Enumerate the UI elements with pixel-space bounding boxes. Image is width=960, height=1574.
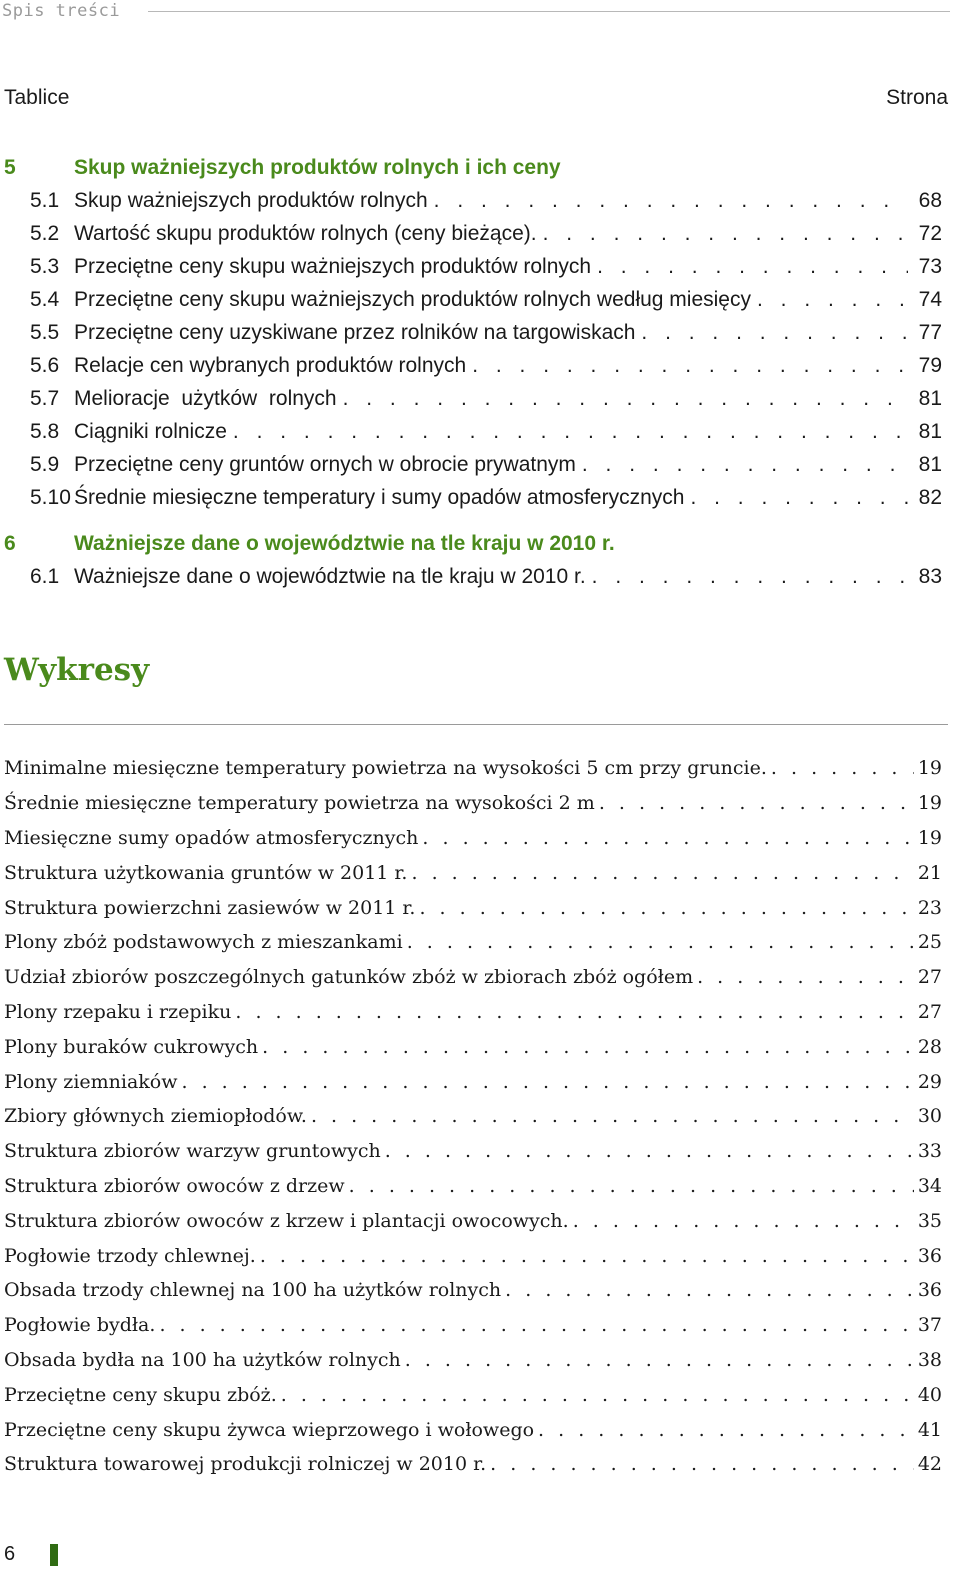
- folio-bar: [50, 1544, 58, 1566]
- item-title: Plony buraków cukrowych: [4, 1035, 259, 1058]
- toc-row[interactable]: [4, 283, 942, 316]
- item-number: 5.7: [30, 386, 60, 410]
- list-item[interactable]: [4, 1377, 942, 1412]
- item-title: Minimalne miesięczne temperatury powietrza na wysokości 5 cm przy gruncie.: [4, 757, 767, 780]
- section-heading: [4, 527, 942, 560]
- item-title: Skup ważniejszych produktów rolnych: [74, 188, 428, 212]
- page-number: 37: [917, 1314, 942, 1337]
- page-number: 74: [918, 287, 942, 311]
- dot-leader: [349, 1175, 914, 1197]
- running-head-label: Spis treści: [2, 1, 121, 21]
- item-number: 5.10: [30, 485, 71, 509]
- page-number: 19: [917, 757, 942, 780]
- list-item[interactable]: [4, 995, 942, 1030]
- page-number: 82: [918, 485, 942, 509]
- dot-leader: [697, 966, 914, 988]
- page-number: 36: [917, 1244, 942, 1267]
- running-head: [2, 0, 950, 22]
- list-item[interactable]: [4, 890, 942, 925]
- item-title: Wartość skupu produktów rolnych (ceny bieżące).: [74, 221, 537, 245]
- item-title: Przeciętne ceny gruntów ornych w obrocie prywatnym: [74, 452, 576, 476]
- list-item[interactable]: [4, 1273, 942, 1308]
- page-number: 19: [917, 792, 942, 815]
- page-number: 42: [917, 1453, 942, 1476]
- toc-row[interactable]: [4, 448, 942, 481]
- list-item[interactable]: [4, 960, 942, 995]
- toc-row[interactable]: [4, 415, 942, 448]
- page-number: 77: [918, 320, 942, 344]
- list-item[interactable]: [4, 1343, 942, 1378]
- toc-row[interactable]: [4, 349, 942, 382]
- dot-leader: [311, 1105, 914, 1127]
- item-number: 5.1: [30, 188, 60, 212]
- running-head-rule: [148, 11, 950, 12]
- charts-heading-rule: [4, 724, 948, 725]
- list-item[interactable]: [4, 1238, 942, 1273]
- item-number: 5.9: [30, 452, 60, 476]
- page-number: 79: [918, 353, 942, 377]
- dot-leader: [543, 222, 908, 246]
- item-title: Przeciętne ceny skupu żywca wieprzowego i wołowego: [4, 1418, 535, 1441]
- page-number: 36: [917, 1279, 942, 1302]
- item-title: Miesięczne sumy opadów atmosferycznych: [4, 826, 419, 849]
- section-number: 6: [4, 531, 16, 555]
- dot-leader: [385, 1140, 914, 1162]
- page-number: 68: [918, 188, 942, 212]
- list-item[interactable]: [4, 1203, 942, 1238]
- dot-leader: [641, 321, 908, 345]
- list-item[interactable]: [4, 925, 942, 960]
- page-number: 81: [918, 452, 942, 476]
- column-header-page: Strona: [886, 86, 948, 109]
- page-number: 38: [917, 1348, 942, 1371]
- page-number: 25: [917, 931, 942, 954]
- page-number: 83: [918, 564, 942, 588]
- item-title: Pogłowie trzody chlewnej.: [4, 1244, 256, 1267]
- list-item[interactable]: [4, 1447, 942, 1482]
- list-item[interactable]: [4, 1099, 942, 1134]
- item-title: Pogłowie bydła.: [4, 1314, 156, 1337]
- dot-leader: [260, 1245, 914, 1267]
- page-number: 21: [917, 861, 942, 884]
- page-number: 81: [918, 419, 942, 443]
- page-folio: 6: [4, 1543, 16, 1565]
- toc-row[interactable]: [4, 184, 942, 217]
- dot-leader: [422, 827, 914, 849]
- page-number: 29: [917, 1070, 942, 1093]
- item-title: Zbiory głównych ziemiopłodów.: [4, 1105, 307, 1128]
- dot-leader: [405, 1349, 914, 1371]
- list-item[interactable]: [4, 821, 942, 856]
- dot-leader: [573, 1210, 914, 1232]
- section-heading: [4, 151, 942, 184]
- item-title: Plony rzepaku i rzepiku: [4, 1000, 232, 1023]
- item-number: 5.3: [30, 254, 60, 278]
- page-number: 27: [917, 1000, 942, 1023]
- dot-leader: [411, 862, 914, 884]
- item-title: Struktura zbiorów warzyw gruntowych: [4, 1140, 381, 1163]
- item-title: Obsada bydła na 100 ha użytków rolnych: [4, 1348, 401, 1371]
- dot-leader: [771, 757, 914, 779]
- section-title: Ważniejsze dane o województwie na tle kraju w 2010 r.: [74, 531, 615, 555]
- page-number: 33: [917, 1140, 942, 1163]
- dot-leader: [597, 255, 908, 279]
- dot-leader: [592, 565, 908, 589]
- toc-row[interactable]: [4, 217, 942, 250]
- charts-heading: Wykresy: [4, 652, 150, 688]
- dot-leader: [582, 453, 908, 477]
- item-title: Melioracje użytków rolnych: [74, 386, 337, 410]
- dot-leader: [490, 1453, 914, 1475]
- dot-leader: [419, 897, 914, 919]
- page-number: 23: [917, 896, 942, 919]
- item-title: Średnie miesięczne temperatury i sumy opadów atmosferycznych: [74, 485, 685, 509]
- dot-leader: [599, 792, 914, 814]
- item-title: Obsada trzody chlewnej na 100 ha użytków rolnych: [4, 1279, 502, 1302]
- toc-section-5: [4, 151, 942, 514]
- page-number: 81: [918, 386, 942, 410]
- item-title: Ważniejsze dane o województwie na tle kraju w 2010 r.: [74, 564, 586, 588]
- list-item[interactable]: [4, 1169, 942, 1204]
- page-number: 34: [917, 1174, 942, 1197]
- item-number: 5.5: [30, 320, 60, 344]
- section-number: 5: [4, 155, 16, 179]
- dot-leader: [235, 1001, 914, 1023]
- dot-leader: [434, 189, 908, 213]
- dot-leader: [159, 1314, 914, 1336]
- section-title: Skup ważniejszych produktów rolnych i ich ceny: [74, 155, 561, 179]
- page-number: 41: [917, 1418, 942, 1441]
- dot-leader: [233, 420, 908, 444]
- item-title: Struktura towarowej produkcji rolniczej w 2010 r.: [4, 1453, 487, 1476]
- dot-leader: [407, 931, 914, 953]
- item-title: Przeciętne ceny uzyskiwane przez rolników na targowiskach: [74, 320, 636, 344]
- dot-leader: [182, 1071, 914, 1093]
- item-title: Przeciętne ceny skupu ważniejszych produktów rolnych według miesięcy: [74, 287, 751, 311]
- toc-row[interactable]: [4, 382, 942, 415]
- item-title: Struktura zbiorów owoców z drzew: [4, 1174, 345, 1197]
- dot-leader: [262, 1036, 914, 1058]
- dot-leader: [757, 288, 908, 312]
- toc-row[interactable]: [4, 250, 942, 283]
- item-number: 5.4: [30, 287, 60, 311]
- toc-section-6: [4, 527, 942, 593]
- toc-row[interactable]: [4, 316, 942, 349]
- page-number: 30: [917, 1105, 942, 1128]
- item-number: 5.6: [30, 353, 60, 377]
- page-number: 72: [918, 221, 942, 245]
- item-title: Udział zbiorów poszczególnych gatunków zbóż w zbiorach zbóż ogółem: [4, 966, 694, 989]
- dot-leader: [690, 486, 908, 510]
- charts-list: [4, 751, 942, 1482]
- dot-leader: [281, 1384, 914, 1406]
- list-item[interactable]: [4, 1412, 942, 1447]
- list-item[interactable]: [4, 1029, 942, 1064]
- list-item[interactable]: [4, 1308, 942, 1343]
- list-item[interactable]: [4, 751, 942, 786]
- item-number: 5.8: [30, 419, 60, 443]
- item-number: 5.2: [30, 221, 60, 245]
- page-number: 40: [917, 1383, 942, 1406]
- item-title: Średnie miesięczne temperatury powietrza na wysokości 2 m: [4, 792, 595, 815]
- toc-row[interactable]: [4, 560, 942, 593]
- list-item[interactable]: [4, 1134, 942, 1169]
- page-number: 35: [917, 1209, 942, 1232]
- item-title: Struktura użytkowania gruntów w 2011 r.: [4, 861, 408, 884]
- page-number: 27: [917, 966, 942, 989]
- item-title: Przeciętne ceny skupu ważniejszych produktów rolnych: [74, 254, 592, 278]
- item-title: Plony ziemniaków: [4, 1070, 178, 1093]
- dot-leader: [505, 1279, 914, 1301]
- item-title: Plony zbóż podstawowych z mieszankami: [4, 931, 403, 954]
- item-title: Ciągniki rolnicze: [74, 419, 227, 443]
- page-number: 19: [917, 826, 942, 849]
- dot-leader: [343, 387, 908, 411]
- list-item[interactable]: [4, 786, 942, 821]
- item-title: Struktura zbiorów owoców z krzew i plantacji owocowych.: [4, 1209, 569, 1232]
- toc-row[interactable]: [4, 481, 942, 514]
- list-item[interactable]: [4, 1064, 942, 1099]
- dot-leader: [472, 354, 908, 378]
- column-headers: [4, 86, 948, 110]
- page-number: 28: [917, 1035, 942, 1058]
- column-header-tables: Tablice: [4, 86, 70, 109]
- item-title: Przeciętne ceny skupu zbóż.: [4, 1383, 277, 1406]
- dot-leader: [538, 1419, 914, 1441]
- item-title: Struktura powierzchni zasiewów w 2011 r.: [4, 896, 416, 919]
- page-number: 73: [918, 254, 942, 278]
- item-number: 6.1: [30, 564, 60, 588]
- item-title: Relacje cen wybranych produktów rolnych: [74, 353, 467, 377]
- list-item[interactable]: [4, 855, 942, 890]
